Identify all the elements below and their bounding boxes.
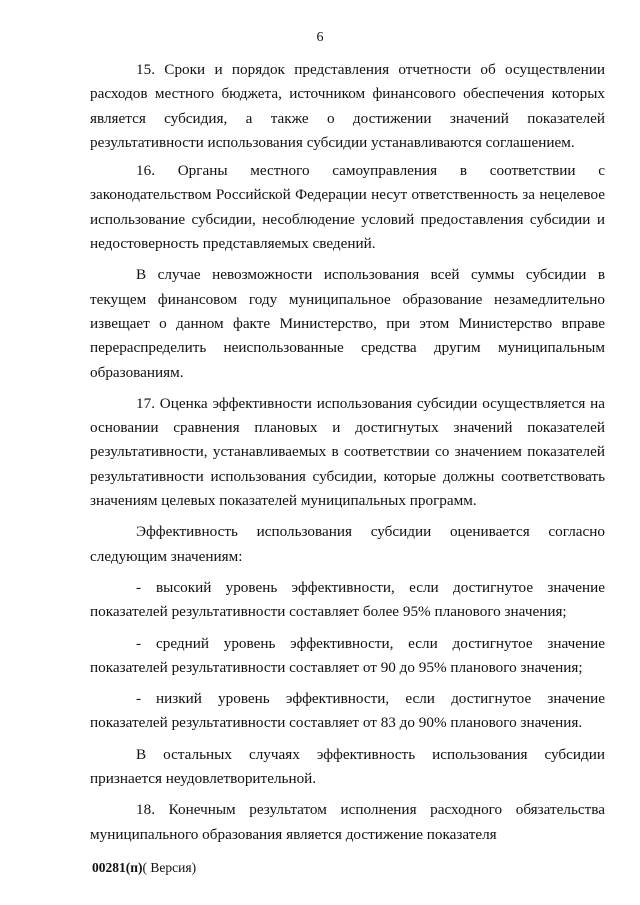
paragraph-15: 15. Сроки и порядок представления отчетности об осуществлении расходов местного бюджета, источником финансового обеспечения которых является субсидия, а также о достижении значений показателей результативности использования субсидии устанавливаются соглашением. (90, 61, 605, 151)
paragraph-17-criteria-intro: Эффективность использования субсидии оценивается согласно следующим значениям: (90, 523, 605, 565)
list-item-text: высокий уровень эффективности, если достигнутое значение показателей результативности составляет более 95% планового значения; (90, 578, 605, 621)
list-dash: - (136, 634, 142, 652)
paragraph-17-unsatisfactory: В остальных случаях эффективность использования субсидии признается неудовлетворительной. (90, 745, 605, 788)
list-dash: - (136, 578, 142, 596)
list-dash: - (136, 690, 142, 708)
document-code: 00281(п) (92, 860, 143, 875)
list-item-low-efficiency (90, 687, 605, 736)
list-item-text: средний уровень эффективности, если достигнутое значение показателей результативности составляет от 90 до 95% планового значения; (90, 634, 605, 676)
list-item-high-efficiency (90, 576, 605, 625)
paragraph-16-reallocation: В случае невозможности использования всей суммы субсидии в текущем финансовом году муниципальное образование незамедлительно извещает о данном факте Министерство, при этом Министерство вправе перераспределить неиспользованные средства другим муниципальным образованиям. (90, 266, 605, 381)
paragraph-18: 18. Конечным результатом исполнения расходного обязательства муниципального образования является достижение показателя (90, 801, 605, 843)
document-version: ( Версия) (142, 860, 197, 875)
document-body (90, 58, 605, 847)
list-item-text: низкий уровень эффективности, если достигнутое значение показателей результативности составляет от 83 до 90% планового значения. (90, 690, 605, 732)
paragraph-17: 17. Оценка эффективности использования субсидии осуществляется на основании сравнения плановых и достигнутых значений показателей результативности, устанавливаемых в соответствии со значением показателей результативности использования субсидии, которые должны соответствовать значениям целевых показателей муниципальных программ. (90, 394, 605, 510)
paragraph-16: 16. Органы местного самоуправления в соответствии с законодательством Российской Федерации несут ответственность за нецелевое использование субсидии, несоблюдение условий предоставления субсидии и недостоверность представляемых сведений. (90, 162, 605, 253)
page-number: 6 (316, 30, 324, 45)
list-item-medium-efficiency (90, 632, 605, 681)
document-footer-code (92, 860, 196, 876)
